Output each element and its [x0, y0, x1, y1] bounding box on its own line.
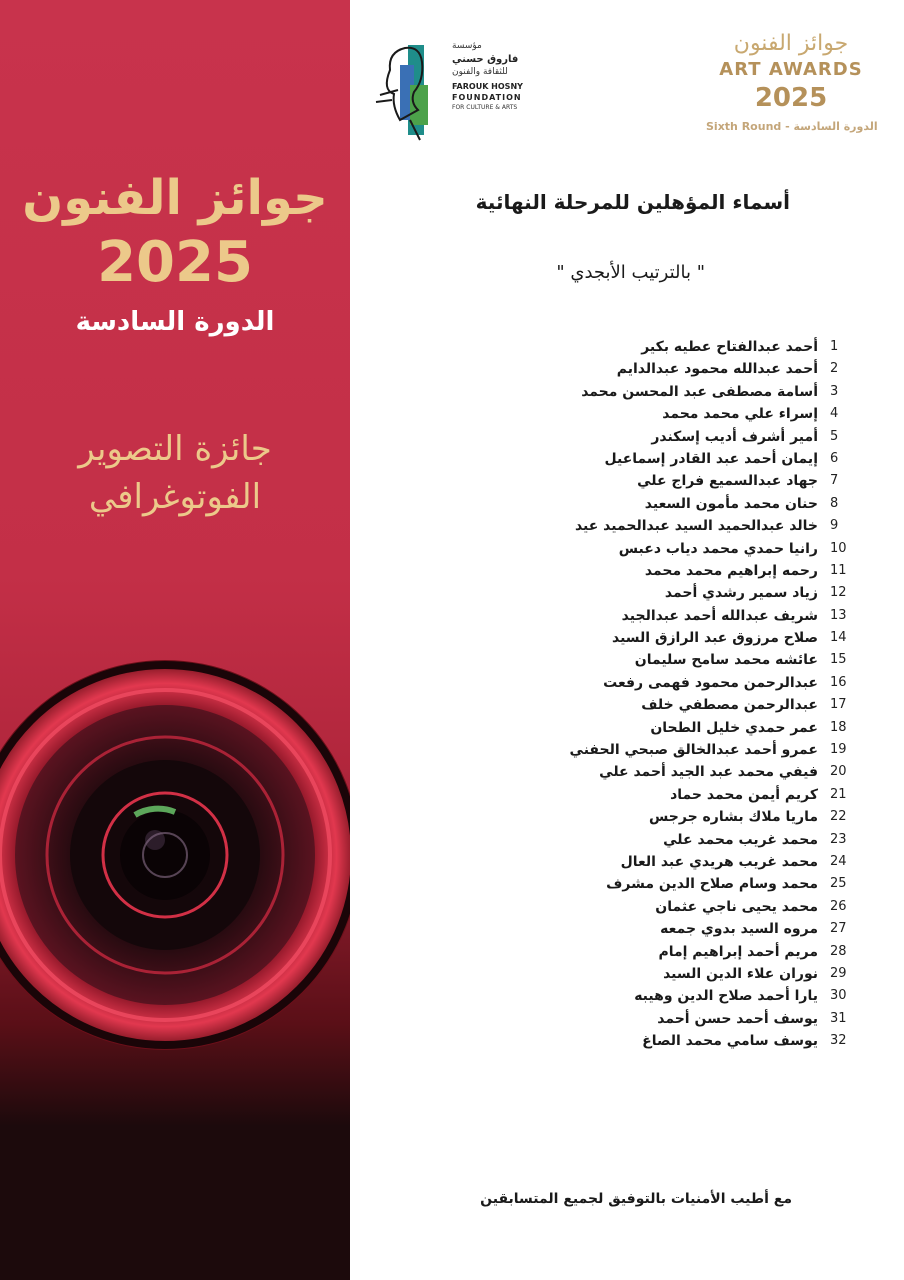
list-item [560, 358, 860, 380]
list-item [560, 963, 860, 985]
list-item-name: محمد يحيى ناجي عثمان [655, 898, 818, 915]
list-item-number: 15 [830, 652, 847, 668]
list-item-name: محمد وسام صلاح الدين مشرف [606, 876, 818, 893]
page-subheading: " بالترتيب الأبجدي " [556, 262, 705, 283]
list-item [560, 806, 860, 828]
list-item-number: 8 [830, 495, 839, 511]
list-item [560, 470, 860, 492]
art-awards-logo [706, 30, 876, 140]
list-item [560, 941, 860, 963]
list-item [560, 538, 860, 560]
list-item [560, 739, 860, 761]
list-item [560, 985, 860, 1007]
list-item-number: 25 [830, 876, 847, 892]
list-item-name: عبدالرحمن مصطفي خلف [641, 697, 818, 714]
list-item [560, 896, 860, 918]
list-item-number: 20 [830, 764, 847, 780]
list-item-number: 6 [830, 450, 839, 466]
list-item-name: رحمه إبراهيم محمد محمد [644, 562, 818, 579]
list-item-name: أحمد عبدالله محمود عبدالدايم [616, 361, 818, 378]
foundation-logo-text [452, 40, 552, 113]
list-item [560, 829, 860, 851]
list-item-number: 21 [830, 786, 847, 802]
list-item-number: 5 [830, 428, 839, 444]
list-item-name: أمير أشرف أديب إسكندر [651, 428, 818, 445]
list-item-name: إيمان أحمد عبد القادر إسماعيل [604, 450, 818, 467]
list-item [560, 582, 860, 604]
list-item-number: 23 [830, 831, 847, 847]
list-item-number: 14 [830, 630, 847, 646]
foundation-ar-line3: للثقافة والفنون [452, 67, 508, 77]
list-item-number: 30 [830, 988, 847, 1004]
foundation-logo [370, 40, 550, 150]
list-item-name: أسامة مصطفى عبد المحسن محمد [581, 383, 818, 400]
foundation-ar-line1: مؤسسة [452, 41, 482, 51]
banner-category-line2: الفوتوغرافي [88, 477, 262, 517]
list-item-name: يارا أحمد صلاح الدين وهيبه [634, 988, 818, 1005]
finalists-list [560, 336, 860, 1053]
list-item-name: أحمد عبدالفتاح عطيه بكير [641, 339, 818, 355]
list-item-number: 9 [830, 518, 839, 534]
list-item-name: مريم أحمد إبراهيم إمام [658, 943, 818, 960]
camera-lens-image [0, 640, 350, 1080]
list-item-name: عبدالرحمن محمود فهمى رفعت [603, 674, 818, 691]
list-item-name: يوسف سامي محمد الصاغ [642, 1033, 818, 1050]
list-item-name: كريم أيمن محمد حماد [670, 786, 818, 803]
list-item-number: 13 [830, 607, 847, 623]
list-item-number: 16 [830, 674, 847, 690]
list-item-number: 3 [830, 383, 839, 399]
list-item-name: زياد سمير رشدي أحمد [664, 585, 818, 602]
list-item [560, 873, 860, 895]
foundation-en-line3: FOR CULTURE & ARTS [452, 104, 518, 111]
list-item [560, 515, 860, 537]
list-item-number: 4 [830, 406, 839, 422]
list-item-number: 27 [830, 921, 847, 937]
list-item [560, 381, 860, 403]
list-item-name: محمد غريب هريدي عبد العال [620, 853, 818, 870]
list-item [560, 493, 860, 515]
list-item-name: جهاد عبدالسميع فراج علي [637, 473, 818, 490]
list-item-number: 2 [830, 361, 839, 377]
list-item [560, 426, 860, 448]
list-item [560, 336, 860, 358]
list-item [560, 918, 860, 940]
list-item [560, 1030, 860, 1052]
list-item-number: 7 [830, 473, 839, 489]
list-item-name: مروه السيد بدوي جمعه [660, 921, 818, 938]
list-item-name: يوسف أحمد حسن أحمد [657, 1010, 818, 1027]
list-item [560, 649, 860, 671]
list-item-name: محمد غريب محمد علي [663, 831, 818, 848]
list-item-name: صلاح مرزوق عبد الرازق السيد [611, 630, 818, 647]
list-item-number: 17 [830, 697, 847, 713]
banner-title: جوائز الفنون [22, 170, 328, 226]
list-item-number: 24 [830, 853, 847, 869]
list-item-name: حنان محمد مأمون السعيد [644, 495, 818, 512]
list-item-number: 31 [830, 1010, 847, 1026]
banner-category-line1: جائزة التصوير [78, 429, 272, 469]
footer-message: مع أطيب الأمنيات بالتوفيق لجميع المتسابقين [480, 1191, 792, 1207]
list-item-number: 18 [830, 719, 847, 735]
banner-year: 2025 [97, 230, 253, 295]
list-item-number: 1 [830, 339, 839, 354]
list-item [560, 851, 860, 873]
list-item [560, 627, 860, 649]
list-item-number: 11 [830, 562, 847, 578]
list-item-name: نوران علاء الدين السيد [663, 965, 818, 982]
list-item-number: 28 [830, 943, 847, 959]
list-item [560, 605, 860, 627]
list-item-name: عمرو أحمد عبدالخالق صبحي الحفني [569, 742, 818, 759]
list-item [560, 761, 860, 783]
art-awards-english: ART AWARDS [719, 59, 863, 80]
foundation-en-line2: FOUNDATION [452, 93, 522, 102]
list-item [560, 403, 860, 425]
art-awards-round: Sixth Round - الدورة السادسة [706, 120, 878, 133]
list-item-number: 19 [830, 742, 847, 758]
list-item-name: ماريا ملاك بشاره جرجس [648, 809, 818, 826]
list-item-number: 22 [830, 809, 847, 825]
list-item [560, 448, 860, 470]
art-awards-arabic: جوائز الفنون [733, 31, 849, 56]
list-item-name: خالد عبدالحميد السيد عبدالحميد عيد [574, 518, 818, 535]
list-item-number: 32 [830, 1033, 847, 1049]
list-item [560, 1008, 860, 1030]
list-item-name: شريف عبدالله أحمد عبدالجيد [621, 607, 818, 624]
banner-bottom-band [0, 1128, 350, 1280]
list-item-name: رانيا حمدي محمد دياب دعبس [618, 540, 818, 557]
page-heading: أسماء المؤهلين للمرحلة النهائية [475, 190, 790, 214]
list-item [560, 672, 860, 694]
list-item-number: 10 [830, 540, 847, 556]
list-item [560, 694, 860, 716]
list-item-name: عمر حمدي خليل الطحان [650, 719, 818, 736]
list-item [560, 784, 860, 806]
art-awards-year: 2025 [754, 83, 828, 113]
list-item-number: 12 [830, 585, 847, 601]
list-item-number: 26 [830, 898, 847, 914]
list-item-name: فيفي محمد عبد الجيد أحمد علي [599, 764, 818, 781]
list-item [560, 560, 860, 582]
list-item [560, 717, 860, 739]
left-banner [0, 0, 350, 1280]
list-item-name: إسراء علي محمد محمد [662, 406, 818, 423]
list-item-number: 29 [830, 965, 847, 981]
list-item-name: عائشه محمد سامح سليمان [634, 652, 818, 669]
foundation-ar-line2: فاروق حسني [452, 54, 519, 65]
foundation-en-line1: FAROUK HOSNY [452, 82, 523, 91]
farouk-hosny-foundation-emblem [370, 40, 450, 145]
banner-round: الدورة السادسة [75, 307, 275, 337]
